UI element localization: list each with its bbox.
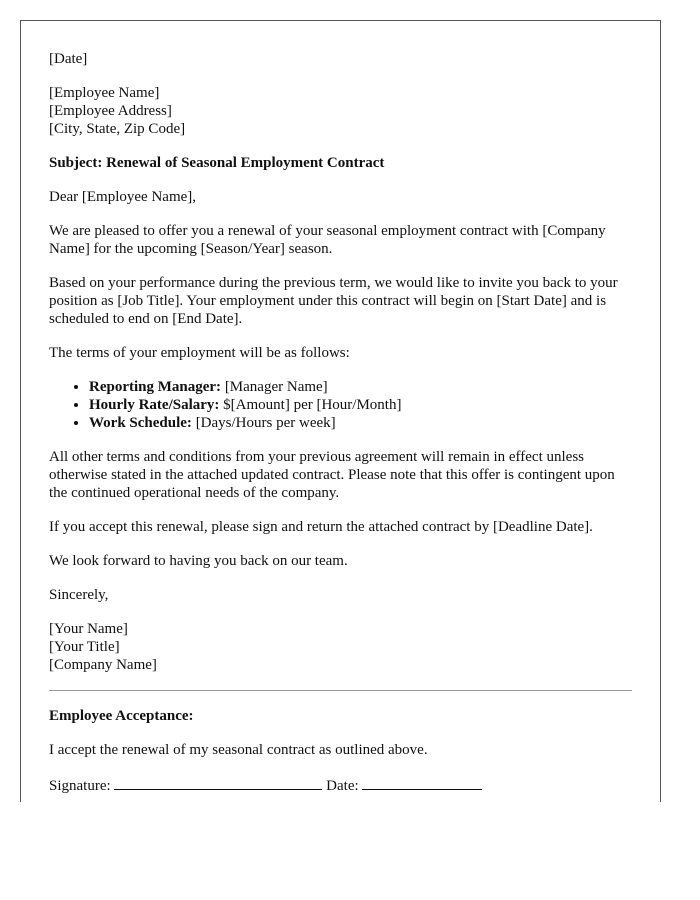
term-value: [Days/Hours per week] bbox=[191, 415, 336, 431]
letter-page bbox=[20, 20, 661, 802]
signature-row bbox=[49, 775, 632, 795]
date-label: Date: bbox=[322, 778, 363, 794]
section-divider bbox=[49, 690, 632, 691]
employee-city-line: [City, State, Zip Code] bbox=[49, 121, 186, 137]
term-label: Work Schedule: bbox=[89, 415, 192, 431]
term-value: $[Amount] per [Hour/Month] bbox=[219, 397, 402, 413]
signature-line[interactable] bbox=[114, 775, 322, 790]
term-value: [Manager Name] bbox=[221, 379, 328, 395]
terms-list bbox=[49, 378, 632, 432]
term-work-schedule bbox=[89, 414, 632, 432]
paragraph-accept-instructions: If you accept this renewal, please sign and return the attached contract by [Deadline Date]. bbox=[49, 519, 593, 535]
letter-closing: Sincerely, bbox=[49, 587, 109, 603]
paragraph-performance: Based on your performance during the previous term, we would like to invite you back to your position as [Job Title]. Your employment under this contract will begin on [Start Date] and is scheduled to end on [End Date]. bbox=[49, 275, 618, 327]
paragraph-look-forward: We look forward to having you back on our team. bbox=[49, 553, 348, 569]
term-label: Hourly Rate/Salary: bbox=[89, 397, 220, 413]
acceptance-title: Employee Acceptance: bbox=[49, 708, 194, 724]
sender-block bbox=[49, 620, 632, 674]
sender-title-line: [Your Title] bbox=[49, 639, 120, 655]
employee-address-line: [Employee Address] bbox=[49, 103, 172, 119]
acceptance-statement: I accept the renewal of my seasonal contract as outlined above. bbox=[49, 742, 428, 758]
letter-salutation: Dear [Employee Name], bbox=[49, 189, 197, 205]
date-line[interactable] bbox=[362, 775, 482, 790]
sender-name-line: [Your Name] bbox=[49, 621, 128, 637]
term-label: Reporting Manager: bbox=[89, 379, 222, 395]
employee-name-line: [Employee Name] bbox=[49, 85, 160, 101]
letter-date: [Date] bbox=[49, 51, 88, 67]
letter-subject: Subject: Renewal of Seasonal Employment Contract bbox=[49, 155, 385, 171]
paragraph-offer: We are pleased to offer you a renewal of your seasonal employment contract with [Company Name] for the upcoming [Season/Year] season. bbox=[49, 223, 606, 257]
sender-company-line: [Company Name] bbox=[49, 657, 157, 673]
term-hourly-rate bbox=[89, 396, 632, 414]
employee-address-block bbox=[49, 84, 632, 138]
term-reporting-manager bbox=[89, 378, 632, 396]
paragraph-terms-intro: The terms of your employment will be as follows: bbox=[49, 345, 350, 361]
signature-label: Signature: bbox=[49, 778, 115, 794]
paragraph-other-terms: All other terms and conditions from your previous agreement will remain in effect unless otherwise stated in the attached updated contract. Please note that this offer is contingent upon the continued operational needs of the company. bbox=[49, 449, 615, 501]
